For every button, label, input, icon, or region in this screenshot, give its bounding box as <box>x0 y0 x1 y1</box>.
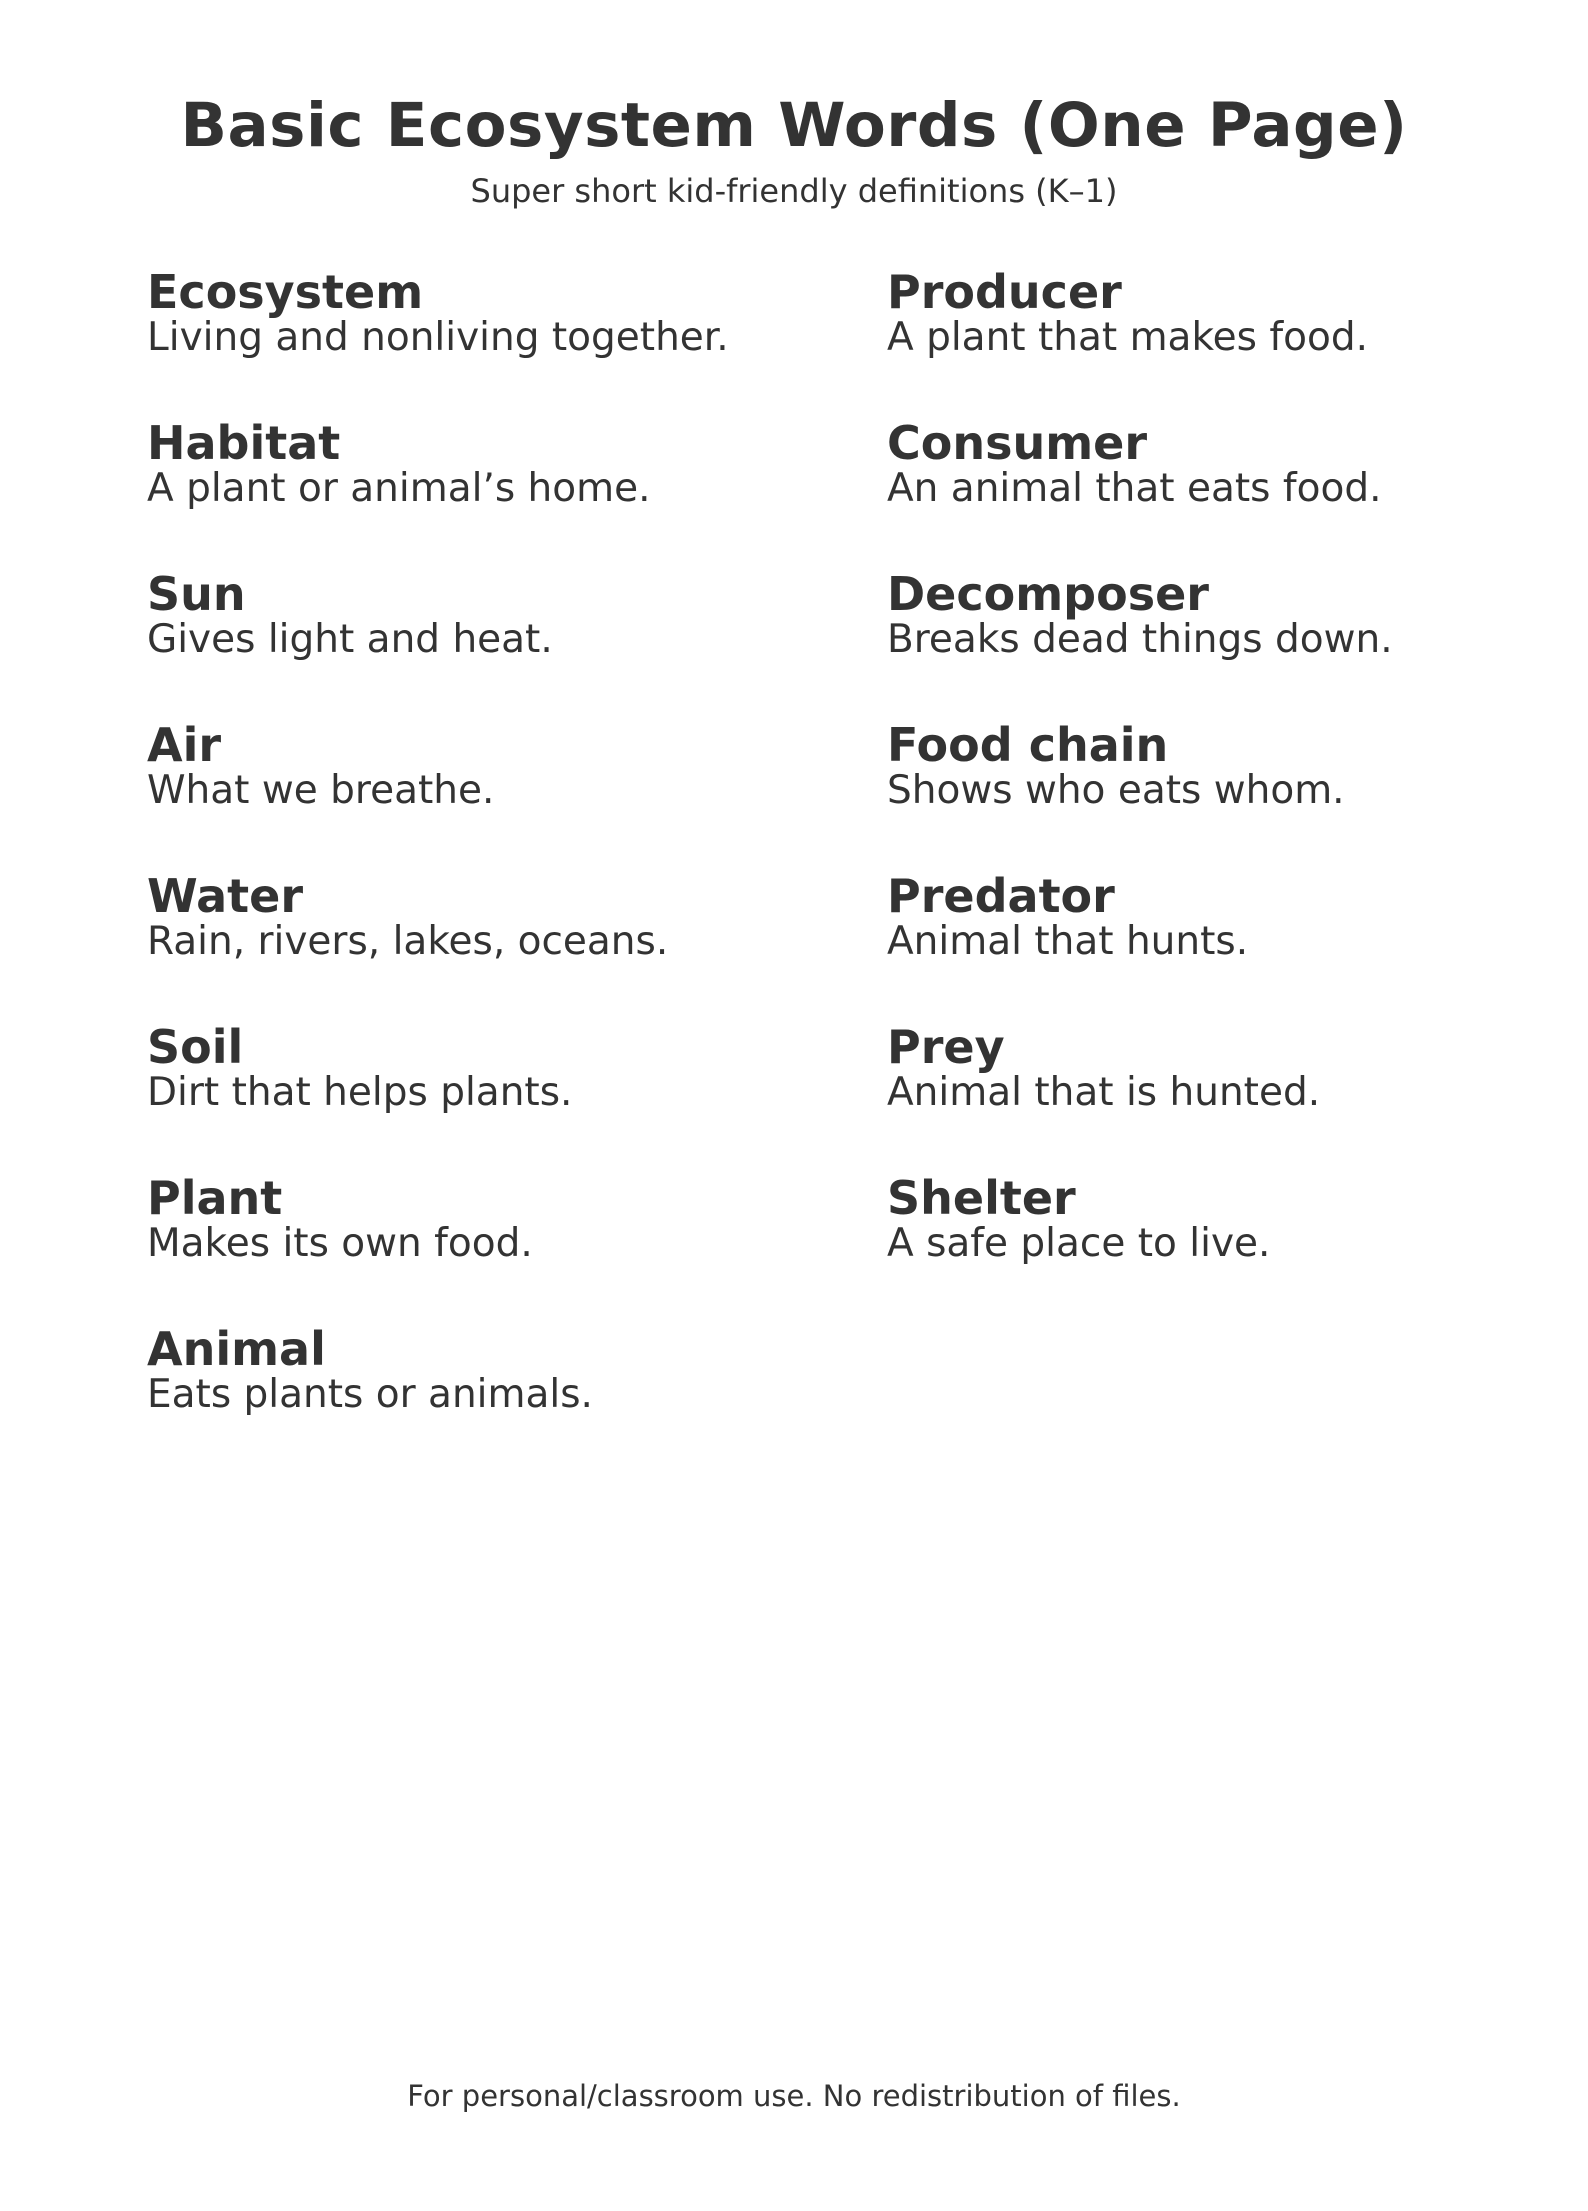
word-term: Air <box>147 718 222 772</box>
word-entry <box>887 567 1587 718</box>
word-definition: Gives light and heat. <box>147 617 553 662</box>
word-term: Shelter <box>887 1171 1076 1225</box>
word-definition: Animal that is hunted. <box>887 1070 1321 1115</box>
word-term: Predator <box>887 869 1115 923</box>
word-definition: Makes its own food. <box>147 1221 533 1266</box>
word-entry <box>887 1020 1587 1171</box>
word-term: Producer <box>887 265 1122 319</box>
word-term: Water <box>147 869 304 923</box>
footer-note: For personal/classroom use. No redistribution of files. <box>407 2079 1181 2113</box>
left-word-column <box>147 265 847 1473</box>
word-definition: A safe place to live. <box>887 1221 1271 1266</box>
word-definition: What we breathe. <box>147 768 495 813</box>
word-term: Animal <box>147 1322 326 1376</box>
word-entry <box>147 718 847 869</box>
word-term: Decomposer <box>887 567 1209 621</box>
word-entry <box>887 718 1587 869</box>
word-entry <box>147 1020 847 1171</box>
word-definition: Eats plants or animals. <box>147 1372 593 1417</box>
word-definition: Animal that hunts. <box>887 919 1249 964</box>
word-entry <box>147 265 847 416</box>
right-word-column <box>887 265 1587 1322</box>
word-definition: Living and nonliving together. <box>147 315 729 360</box>
word-term: Plant <box>147 1171 283 1225</box>
word-term: Sun <box>147 567 246 621</box>
word-definition: Rain, rivers, lakes, oceans. <box>147 919 669 964</box>
word-term: Prey <box>887 1020 1005 1074</box>
word-entry <box>147 567 847 718</box>
word-entry <box>147 416 847 567</box>
word-term: Soil <box>147 1020 244 1074</box>
word-entry <box>147 1322 847 1473</box>
word-entry <box>147 1171 847 1322</box>
word-definition: A plant that makes food. <box>887 315 1368 360</box>
word-definition: An animal that eats food. <box>887 466 1382 511</box>
word-definition: A plant or animal’s home. <box>147 466 651 511</box>
word-definition: Shows who eats whom. <box>887 768 1345 813</box>
page-title: Basic Ecosystem Words (One Page) <box>180 90 1408 161</box>
page-subtitle: Super short kid-friendly definitions (K–1) <box>470 172 1118 210</box>
word-definition: Breaks dead things down. <box>887 617 1393 662</box>
word-entry <box>887 869 1587 1020</box>
word-entry <box>887 265 1587 416</box>
word-term: Consumer <box>887 416 1148 470</box>
word-entry <box>147 869 847 1020</box>
word-entry <box>887 416 1587 567</box>
word-entry <box>887 1171 1587 1322</box>
word-term: Ecosystem <box>147 265 424 319</box>
word-term: Habitat <box>147 416 341 470</box>
word-definition: Dirt that helps plants. <box>147 1070 573 1115</box>
word-term: Food chain <box>887 718 1169 772</box>
